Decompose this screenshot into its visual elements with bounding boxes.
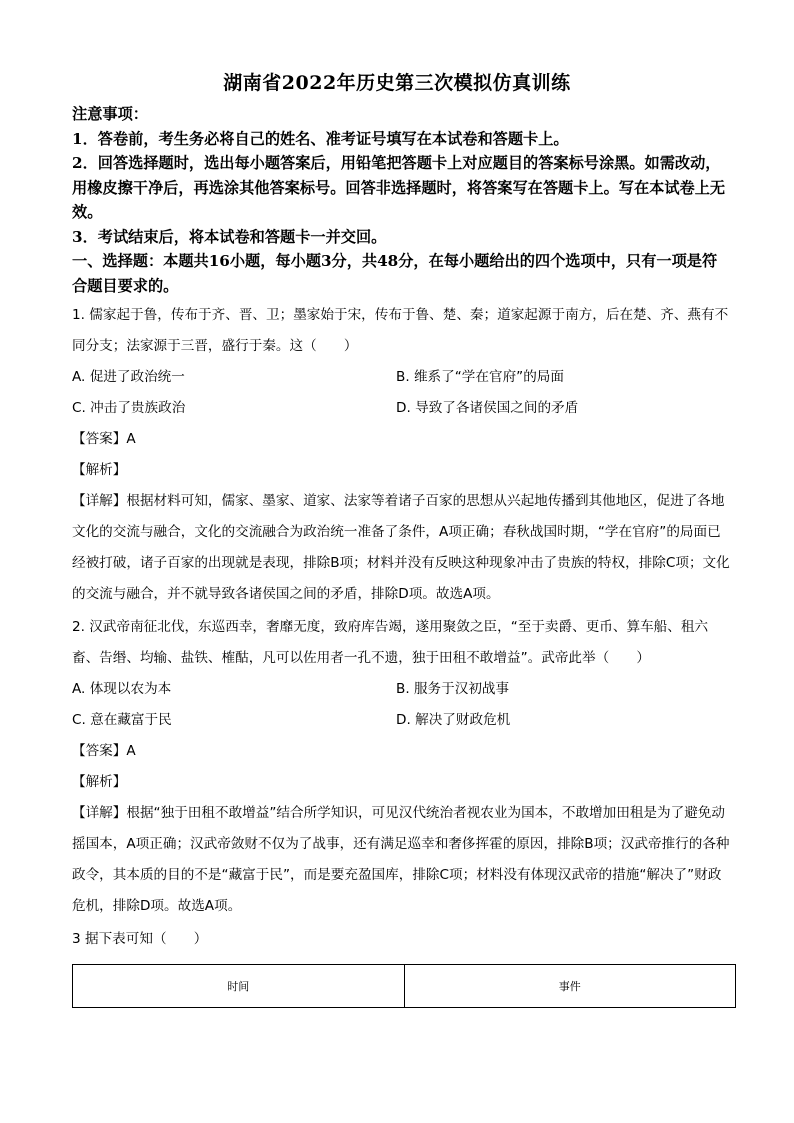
- notice-heading: 注意事项：: [72, 105, 148, 123]
- question-2: [72, 612, 732, 922]
- question-stem: 2. 汉武帝南征北伐，东巡西幸，奢靡无度，致府库告竭，遂用聚敛之臣，“至于卖爵、更币、算车船、租六畜、告缗、均输、盐铁、榷酤，凡可以佐用者一孔不遗，独于田租不敢增益”。武帝此举（ ）: [72, 619, 709, 666]
- option-a: A. 体现以农为本: [72, 681, 172, 697]
- notice-item: 3．考试结束后，将本试卷和答题卡一并交回。: [72, 227, 387, 246]
- event-table: [72, 964, 736, 1008]
- answer-label: 【答案】A: [72, 431, 136, 447]
- table-header-time: 时间: [227, 980, 250, 993]
- option-c: C. 冲击了贵族政治: [72, 400, 186, 416]
- table-header-event: 事件: [404, 965, 736, 1007]
- analysis-label: 【解析】: [72, 462, 127, 478]
- notice-item: 2．回答选择题时，选出每小题答案后，用铅笔把答题卡上对应题目的答案标号涂黑。如需改动，用橡皮擦干净后，再选涂其他答案标号。回答非选择题时，将答案写在答题卡上。写在本试卷上无效。: [72, 154, 726, 221]
- option-list: [72, 674, 732, 736]
- section-heading: 一、选择题：本题共16小题，每小题3分，共48分，在每小题给出的四个选项中，只有一项是符合题目要求的。: [72, 252, 718, 295]
- question-1: [72, 300, 732, 610]
- option-c: C. 意在藏富于民: [72, 712, 172, 728]
- option-b: B. 维系了“学在官府”的局面: [396, 369, 564, 385]
- option-a: A. 促进了政治统一: [72, 369, 185, 385]
- answer-label: 【答案】A: [72, 743, 136, 759]
- detail-text: 【详解】根据“独于田租不敢增益”结合所学知识，可见汉代统治者视农业为国本，不敢增加田租是为了避免动摇国本，A项正确；汉武帝敛财不仅为了战事，还有满足巡幸和奢侈挥霍的原因，排除B项；汉武帝推行的各种政令，其本质的目的不是“藏富于民”，而是要充盈国库，排除C项；材料没有体现汉武帝的措施“解决了”财政危机，排除D项。故选A项。: [72, 805, 730, 914]
- option-d: D. 导致了各诸侯国之间的矛盾: [396, 400, 579, 416]
- option-list: [72, 362, 732, 424]
- question-stem: 1. 儒家起于鲁，传布于齐、晋、卫；墨家始于宋，传布于鲁、楚、秦；道家起源于南方，后在楚、齐、燕有不同分支；法家源于三晋，盛行于秦。这（ ）: [72, 307, 729, 354]
- question-stem: 3 据下表可知（ ）: [72, 931, 208, 947]
- question-3: [72, 924, 732, 955]
- page-title: 湖南省2022年历史第三次模拟仿真训练: [223, 72, 571, 94]
- option-b: B. 服务于汉初战事: [396, 681, 510, 697]
- analysis-label: 【解析】: [72, 774, 127, 790]
- notice-block: [72, 102, 732, 298]
- notice-item: 1．答卷前，考生务必将自己的姓名、准考证号填写在本试卷和答题卡上。: [72, 129, 569, 148]
- option-d: D. 解决了财政危机: [396, 712, 511, 728]
- detail-text: 【详解】根据材料可知，儒家、墨家、道家、法家等着诸子百家的思想从兴起地传播到其他地区，促进了各地文化的交流与融合，文化的交流融合为政治统一准备了条件，A项正确；春秋战国时期，“学在官府”的局面已经被打破，诸子百家的出现就是表现，排除B项；材料并没有反映这种现象冲击了贵族的特权，排除C项；文化的交流与融合，并不就导致各诸侯国之间的矛盾，排除D项。故选A项。: [72, 493, 730, 602]
